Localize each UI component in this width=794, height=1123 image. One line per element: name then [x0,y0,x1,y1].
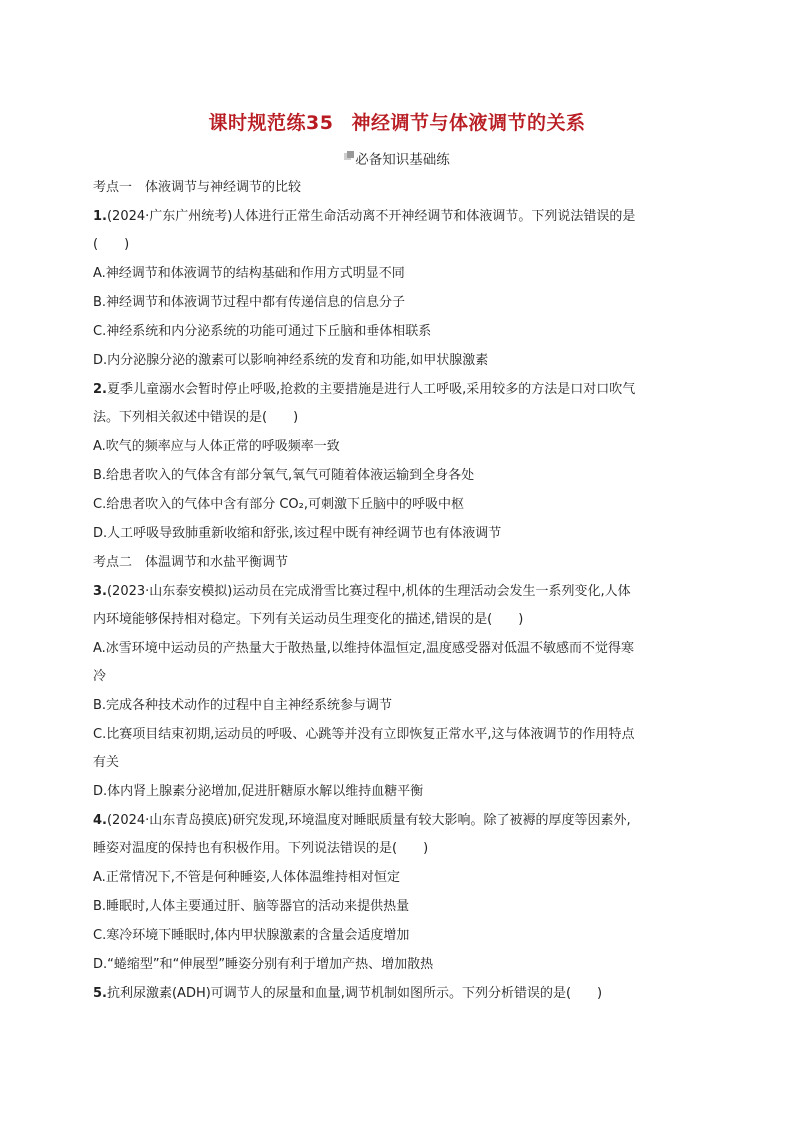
subtitle-text: 必备知识基础练 [355,152,450,168]
question-number: 2. [93,382,107,397]
question-2-option-c: C.给患者吹入的气体中含有部分 CO₂,可刺激下丘脑中的呼吸中枢 [93,497,464,512]
section-heading-1: 考点一 体液调节与神经调节的比较 [93,180,302,195]
question-3-stem: 3.(2023·山东泰安模拟)运动员在完成滑雪比赛过程中,机体的生理活动会发生一系列变化,人体 [93,584,631,599]
question-4-option-a: A.正常情况下,不管是何种睡姿,人体体温维持相对恒定 [93,870,401,885]
section-marker-icon [344,151,354,161]
title-right: 神经调节与体液调节的关系 [351,112,586,134]
question-3-option-d: D.体内肾上腺素分泌增加,促进肝糖原水解以维持血糖平衡 [93,784,424,799]
question-1-stem-cont: ( ) [93,237,130,252]
question-2-stem-cont: 法。下列相关叙述中错误的是( ) [93,410,299,425]
question-1-option-d: D.内分泌腺分泌的激素可以影响神经系统的发育和功能,如甲状腺激素 [93,353,489,368]
question-3-option-a: A.冰雪环境中运动员的产热量大于散热量,以维持体温恒定,温度感受器对低温不敏感而不觉得寒 [93,641,635,656]
question-number: 1. [93,209,107,224]
question-number: 3. [93,584,107,599]
question-1-stem: 1.(2024·广东广州统考)人体进行正常生命活动离不开神经调节和体液调节。下列说法错误的是 [93,209,636,224]
question-4-stem-cont: 睡姿对温度的保持也有积极作用。下列说法错误的是( ) [93,841,429,856]
question-3-option-c: C.比赛项目结束初期,运动员的呼吸、心跳等并没有立即恢复正常水平,这与体液调节的作用特点 [93,727,635,742]
question-number: 4. [93,813,107,828]
question-3-option-b: B.完成各种技术动作的过程中自主神经系统参与调节 [93,698,393,713]
page-title [0,108,794,135]
question-2-option-a: A.吹气的频率应与人体正常的呼吸频率一致 [93,439,340,454]
question-5-stem: 5.抗利尿激素(ADH)可调节人的尿量和血量,调节机制如图所示。下列分析错误的是( ) [93,986,603,1001]
title-left: 课时规范练35 [208,112,334,134]
question-number: 5. [93,986,107,1001]
question-2-stem: 2.夏季儿童溺水会暂时停止呼吸,抢救的主要措施是进行人工呼吸,采用较多的方法是口对口吹气 [93,382,636,397]
section-heading-2: 考点二 体温调节和水盐平衡调节 [93,555,289,570]
section-subtitle [0,148,794,168]
question-4-option-c: C.寒冷环境下睡眠时,体内甲状腺激素的含量会适度增加 [93,928,410,943]
question-3-stem-cont: 内环境能够保持相对稳定。下列有关运动员生理变化的描述,错误的是( ) [93,612,524,627]
question-1-option-c: C.神经系统和内分泌系统的功能可通过下丘脑和垂体相联系 [93,324,432,339]
question-3-option-c-cont: 有关 [93,755,120,770]
question-1-option-a: A.神经调节和体液调节的结构基础和作用方式明显不同 [93,266,405,281]
question-2-option-b: B.给患者吹入的气体含有部分氧气,氧气可随着体液运输到全身各处 [93,468,475,483]
question-4-option-d: D.“蜷缩型”和“伸展型”睡姿分别有利于增加产热、增加散热 [93,957,434,972]
question-4-stem: 4.(2024·山东青岛摸底)研究发现,环境温度对睡眠质量有较大影响。除了被褥的厚度等因素外, [93,813,631,828]
question-2-option-d: D.人工呼吸导致肺重新收缩和舒张,该过程中既有神经调节也有体液调节 [93,526,502,541]
question-4-option-b: B.睡眠时,人体主要通过肝、脑等器官的活动来提供热量 [93,899,410,914]
question-1-option-b: B.神经调节和体液调节过程中都有传递信息的信息分子 [93,295,406,310]
question-3-option-a-cont: 冷 [93,669,107,684]
